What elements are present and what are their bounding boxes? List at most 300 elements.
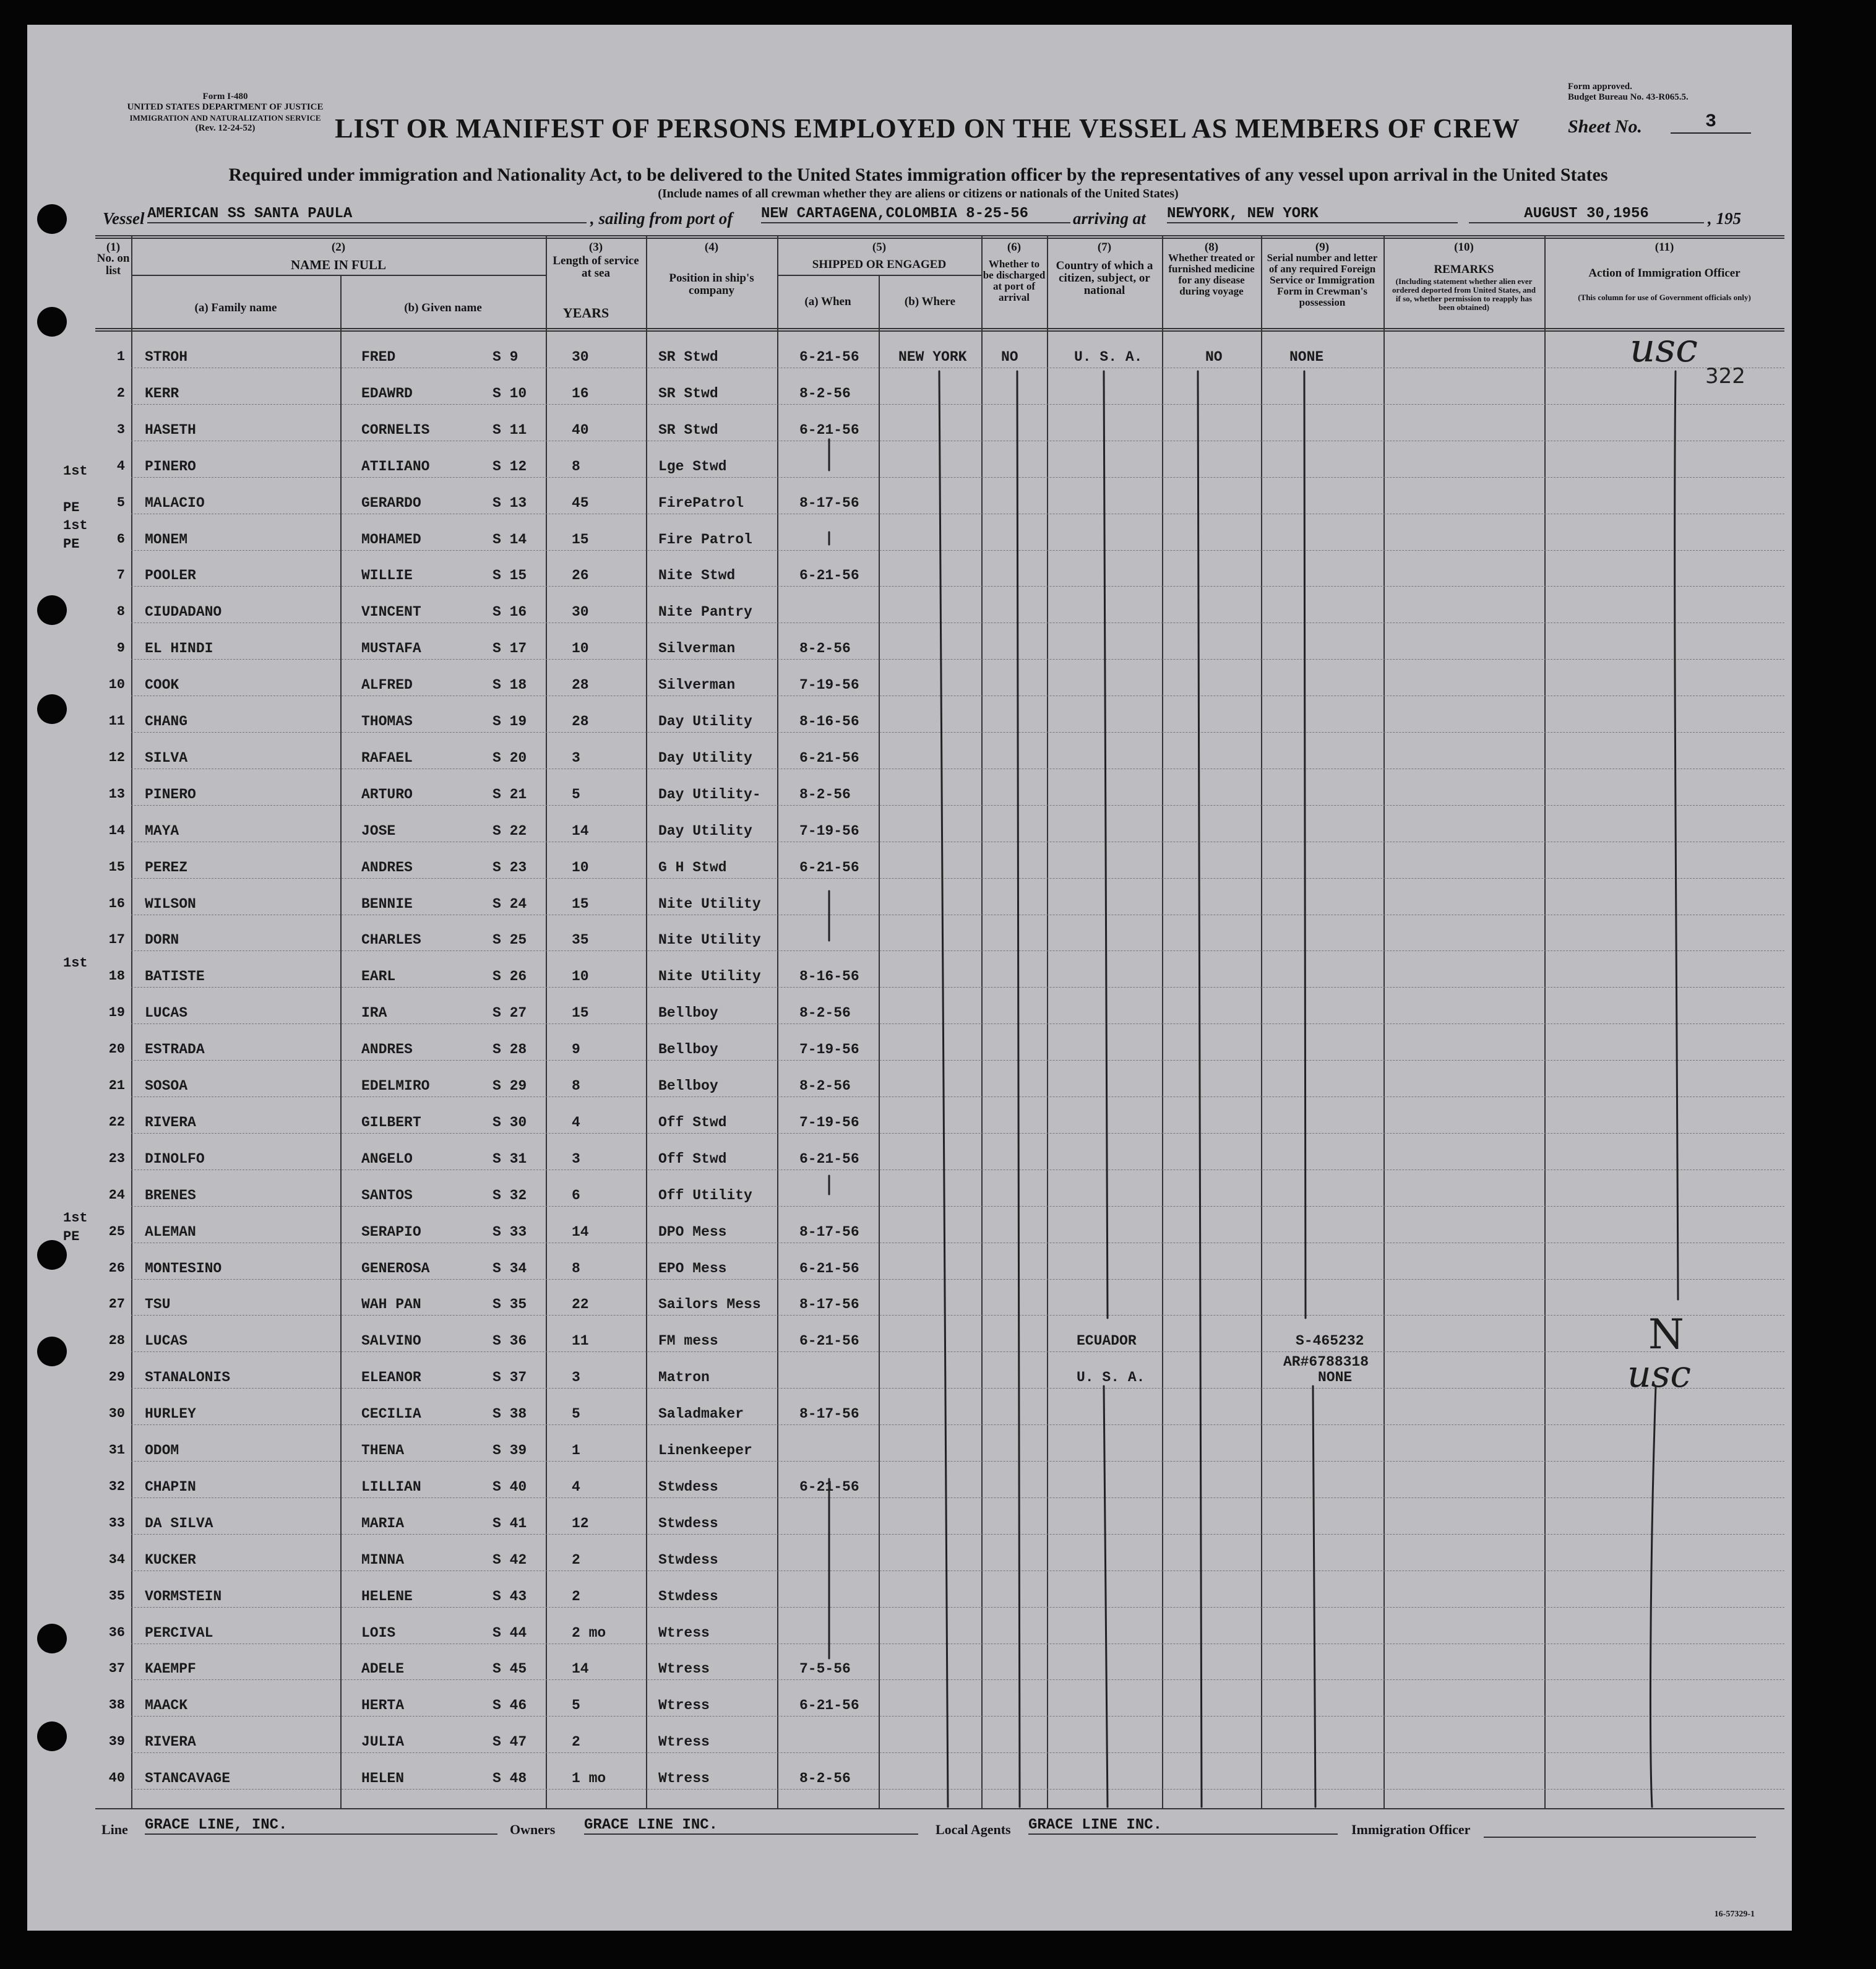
seaman-code: S 13 — [493, 494, 527, 511]
given-name: CHARLES — [361, 932, 421, 949]
years-at-sea: 30 — [572, 604, 589, 621]
years-at-sea: 12 — [572, 1515, 589, 1532]
row-number: 7 — [116, 567, 125, 584]
col7-header: Country of which a citizen, subject, or national — [1056, 259, 1153, 297]
position: SR Stwd — [658, 421, 718, 438]
family-name: CHAPIN — [145, 1478, 196, 1495]
years-at-sea: 9 — [572, 1041, 580, 1058]
row-number: 9 — [116, 640, 125, 657]
given-name: GENEROSA — [361, 1260, 430, 1277]
years-at-sea: 15 — [572, 531, 589, 548]
col1-header: No. on list — [97, 252, 130, 277]
family-name: ESTRADA — [145, 1041, 205, 1058]
years-at-sea: 8 — [572, 1260, 580, 1277]
vessel-label: Vessel — [103, 209, 145, 228]
col9-header: Serial number and letter of any required Foreign Service or Immigration Form in Crewman's possession — [1267, 252, 1378, 308]
col10-number: (10) — [1454, 241, 1474, 254]
family-name: PINERO — [145, 458, 196, 475]
seaman-code: S 40 — [493, 1478, 527, 1495]
row-number: 20 — [108, 1041, 125, 1058]
position: Off Utility — [658, 1187, 752, 1204]
family-name: MONTESINO — [145, 1260, 222, 1277]
given-name: LOIS — [361, 1624, 396, 1641]
years-at-sea: 15 — [572, 895, 589, 912]
given-name: MOHAMED — [361, 531, 421, 548]
years-at-sea: 3 — [572, 1150, 580, 1167]
col9-number: (9) — [1315, 241, 1330, 254]
row-number: 18 — [108, 968, 125, 984]
sheet-label: Sheet No. — [1568, 116, 1642, 137]
given-name: CECILIA — [361, 1406, 421, 1423]
row-number: 23 — [108, 1150, 125, 1166]
shipped-when: 6-21-56 — [799, 859, 859, 876]
family-name: KERR — [145, 385, 179, 402]
family-name: VORMSTEIN — [145, 1588, 222, 1605]
position: Wtress — [658, 1734, 710, 1751]
given-name: JULIA — [361, 1734, 405, 1751]
years-at-sea: 26 — [572, 567, 589, 584]
family-name: SILVA — [145, 749, 188, 766]
row-number: 10 — [108, 677, 125, 693]
seaman-code: S 12 — [493, 458, 527, 475]
position: Stwdess — [658, 1515, 718, 1532]
years-at-sea: 10 — [572, 859, 589, 876]
family-name: DORN — [145, 932, 179, 949]
margin-note: PE — [63, 536, 80, 552]
family-name: KUCKER — [145, 1551, 196, 1568]
position: Day Utility — [658, 713, 752, 730]
years-at-sea: 15 — [572, 1005, 589, 1022]
years-at-sea: 45 — [572, 494, 589, 511]
margin-note: 1st — [63, 955, 88, 971]
given-name: MINNA — [361, 1551, 405, 1568]
seaman-code: S 26 — [493, 968, 527, 985]
shipped-when: 8-17-56 — [799, 1296, 859, 1313]
form-footer-code: 16-57329-1 — [1714, 1910, 1755, 1919]
binder-hole — [37, 595, 67, 625]
form-number: Form I-480 — [202, 92, 248, 101]
shipped-when: 6-21-56 — [799, 749, 859, 766]
seaman-code: S 9 — [493, 349, 518, 365]
years-at-sea: 35 — [572, 932, 589, 949]
seaman-code: S 15 — [493, 567, 527, 584]
family-name: CIUDADANO — [145, 604, 222, 621]
ditto-stroke-discharged — [1017, 371, 1020, 1807]
given-name: WILLIE — [361, 567, 413, 584]
family-name: MAYA — [145, 822, 179, 839]
seaman-code: S 44 — [493, 1624, 527, 1641]
years-at-sea: 22 — [572, 1296, 589, 1313]
agents-value: GRACE LINE INC. — [1028, 1817, 1338, 1835]
position: SR Stwd — [658, 385, 718, 402]
shipped-when: 7-5-56 — [799, 1661, 851, 1678]
years-at-sea: 3 — [572, 749, 580, 766]
col3-unit: YEARS — [562, 305, 609, 321]
family-name: HASETH — [145, 421, 196, 438]
margin-note: PE — [63, 499, 80, 515]
ditto-stroke-col11-b — [1651, 1386, 1656, 1807]
row-number: 4 — [116, 458, 125, 474]
given-name: MARIA — [361, 1515, 405, 1532]
family-name: MONEM — [145, 531, 188, 548]
seaman-code: S 37 — [493, 1369, 527, 1386]
row-number: 15 — [108, 859, 125, 875]
years-at-sea: 2 — [572, 1551, 580, 1568]
family-name: MAACK — [145, 1697, 188, 1714]
shipped-when: 6-21-56 — [799, 1260, 859, 1277]
seaman-code: S 42 — [493, 1551, 527, 1568]
years-at-sea: 5 — [572, 786, 580, 803]
family-name: LUCAS — [145, 1333, 188, 1350]
shipped-when: 8-16-56 — [799, 968, 859, 985]
ditto-stroke-col11 — [1675, 371, 1678, 1299]
position: Matron — [658, 1369, 710, 1386]
seaman-code: S 27 — [493, 1005, 527, 1022]
years-at-sea: 4 — [572, 1478, 580, 1495]
col10-header: REMARKS — [1434, 263, 1494, 276]
family-name: STANCAVAGE — [145, 1770, 231, 1787]
line-value: GRACE LINE, INC. — [145, 1817, 497, 1835]
shipped-when: 8-2-56 — [799, 640, 851, 657]
position: Lge Stwd — [658, 458, 727, 475]
subtitle: Required under immigration and Nationality Act, to be delivered to the United States immigration officer by the representatives of any vessel upon arrival in the United States — [228, 165, 1608, 185]
shipped-when: 6-21-56 — [799, 1697, 859, 1714]
shipped-when: 7-19-56 — [799, 1114, 859, 1131]
seaman-code: S 32 — [493, 1187, 527, 1204]
family-name: BATISTE — [145, 968, 205, 985]
col5b-header: (b) Where — [904, 295, 956, 308]
seaman-code: S 43 — [493, 1588, 527, 1605]
years-at-sea: 6 — [572, 1187, 580, 1204]
given-name: WAH PAN — [361, 1296, 421, 1313]
col3-number: (3) — [588, 241, 603, 254]
binder-hole — [37, 307, 67, 337]
page-title: LIST OR MANIFEST OF PERSONS EMPLOYED ON THE VESSEL AS MEMBERS OF CREW — [335, 113, 1520, 144]
given-name: BENNIE — [361, 895, 413, 912]
col8-header: Whether treated or furnished medicine for any disease during voyage — [1168, 252, 1255, 297]
given-name: GERARDO — [361, 494, 421, 511]
row-number: 6 — [116, 531, 125, 547]
col8-number: (8) — [1204, 241, 1219, 254]
seaman-code: S 29 — [493, 1078, 527, 1094]
col11-note: (This column for use of Government officials only) — [1578, 293, 1751, 302]
row-number: 17 — [108, 932, 125, 948]
years-at-sea: 30 — [572, 349, 589, 365]
years-at-sea: 3 — [572, 1369, 580, 1386]
seaman-code: S 18 — [493, 677, 527, 694]
row-number: 39 — [108, 1734, 125, 1750]
shipped-when: 8-2-56 — [799, 1770, 851, 1787]
col2b-header: (b) Given name — [404, 301, 482, 314]
family-name: MALACIO — [145, 494, 205, 511]
country: U. S. A. — [1077, 1369, 1145, 1386]
seaman-code: S 19 — [493, 713, 527, 730]
col2-header: NAME IN FULL — [290, 257, 386, 272]
given-name: IRA — [361, 1005, 387, 1022]
given-name: HERTA — [361, 1697, 405, 1714]
years-at-sea: 1 mo — [572, 1770, 606, 1787]
position: Sailors Mess — [658, 1296, 761, 1313]
years-at-sea: 11 — [572, 1333, 589, 1350]
row-number: 12 — [108, 749, 125, 765]
margin-note: PE — [63, 1228, 80, 1244]
col6-header: Whether to be discharged at port of arrival — [983, 258, 1046, 303]
given-name: MUSTAFA — [361, 640, 421, 657]
seaman-code: S 14 — [493, 531, 527, 548]
position: Off Stwd — [658, 1150, 727, 1167]
col6-number: (6) — [1007, 241, 1022, 254]
owners-value: GRACE LINE INC. — [584, 1817, 918, 1835]
family-name: ALEMAN — [145, 1223, 196, 1240]
family-name: BRENES — [145, 1187, 196, 1204]
years-at-sea: 10 — [572, 968, 589, 985]
given-name: GILBERT — [361, 1114, 421, 1131]
years-at-sea: 2 mo — [572, 1624, 606, 1641]
binder-hole — [37, 204, 67, 234]
years-at-sea: 14 — [572, 1661, 589, 1678]
given-name: CORNELIS — [361, 421, 430, 438]
family-name: DA SILVA — [145, 1515, 213, 1532]
officer-signature-line — [1484, 1835, 1756, 1838]
given-name: ADELE — [361, 1661, 405, 1678]
years-at-sea: 14 — [572, 1223, 589, 1240]
seaman-code: S 39 — [493, 1442, 527, 1458]
vessel-name: AMERICAN SS SANTA PAULA — [147, 205, 587, 223]
seaman-code: S 24 — [493, 895, 527, 912]
row-number: 35 — [108, 1588, 125, 1604]
shipped-when: 6-21-56 — [799, 1478, 859, 1495]
department: UNITED STATES DEPARTMENT OF JUSTICE — [127, 102, 324, 112]
sheet-number: 3 — [1671, 111, 1751, 134]
seaman-code: S 30 — [493, 1114, 527, 1131]
seaman-code: S 11 — [493, 421, 527, 438]
binder-hole — [37, 1624, 67, 1653]
years-at-sea: 16 — [572, 385, 589, 402]
given-name: JOSE — [361, 822, 396, 839]
arrival-date: AUGUST 30,1956 — [1469, 205, 1704, 223]
handwritten-usc-1: usc — [1630, 325, 1698, 371]
row-number: 8 — [116, 604, 125, 620]
seaman-code: S 21 — [493, 786, 527, 803]
col7-number: (7) — [1097, 241, 1112, 254]
position: Day Utility- — [658, 786, 761, 803]
years-at-sea: 2 — [572, 1734, 580, 1751]
given-name: RAFAEL — [361, 749, 413, 766]
position: Wtress — [658, 1624, 710, 1641]
family-name: WILSON — [145, 895, 196, 912]
position: Stwdess — [658, 1478, 718, 1495]
position: Wtress — [658, 1770, 710, 1787]
margin-note: 1st — [63, 1210, 88, 1226]
service: IMMIGRATION AND NATURALIZATION SERVICE — [129, 113, 321, 123]
handwritten-count: 322 — [1705, 364, 1745, 389]
position: Nite Stwd — [658, 567, 736, 584]
arriving-label: arriving at — [1073, 209, 1146, 228]
row-number: 21 — [108, 1078, 125, 1093]
years-at-sea: 28 — [572, 677, 589, 694]
years-at-sea: 8 — [572, 458, 580, 475]
row-number: 36 — [108, 1624, 125, 1640]
given-name: ANDRES — [361, 859, 413, 876]
family-name: PINERO — [145, 786, 196, 803]
years-at-sea: 2 — [572, 1588, 580, 1605]
shipped-when: 7-19-56 — [799, 1041, 859, 1058]
port-from: NEW CARTAGENA,COLOMBIA 8-25-56 — [761, 205, 1070, 223]
position: Saladmaker — [658, 1406, 744, 1423]
family-name: ODOM — [145, 1442, 179, 1458]
family-name: COOK — [145, 677, 179, 694]
country: ECUADOR — [1077, 1333, 1137, 1350]
given-name: ALFRED — [361, 677, 413, 694]
shipped-when: 8-2-56 — [799, 1078, 851, 1094]
col2-number: (2) — [331, 241, 346, 254]
row-number: 1 — [116, 349, 125, 364]
given-name: ATILIANO — [361, 458, 430, 475]
serial-number: NONE — [1289, 349, 1324, 365]
seaman-code: S 23 — [493, 859, 527, 876]
row-number: 5 — [116, 494, 125, 511]
manifest-page — [27, 25, 1792, 1931]
shipped-when: 8-17-56 — [799, 494, 859, 511]
given-name: EARL — [361, 968, 396, 985]
family-name: PEREZ — [145, 859, 188, 876]
col4-header: Position in ship's company — [669, 272, 754, 297]
row-number: 33 — [108, 1515, 125, 1531]
years-at-sea: 1 — [572, 1442, 580, 1458]
shipped-when: 6-21-56 — [799, 567, 859, 584]
years-at-sea: 14 — [572, 822, 589, 839]
position: Wtress — [658, 1697, 710, 1714]
year-suffix: , 195 — [1708, 209, 1741, 228]
row-number: 30 — [108, 1406, 125, 1422]
given-name: VINCENT — [361, 604, 421, 621]
position: Linenkeeper — [658, 1442, 752, 1458]
given-name: SERAPIO — [361, 1223, 421, 1240]
family-name: HURLEY — [145, 1406, 196, 1423]
col5-header: SHIPPED OR ENGAGED — [812, 258, 947, 271]
years-at-sea: 5 — [572, 1406, 580, 1423]
col2a-header: (a) Family name — [194, 301, 277, 314]
given-name: ANGELO — [361, 1150, 413, 1167]
position: Silverman — [658, 677, 736, 694]
seaman-code: S 25 — [493, 932, 527, 949]
position: Bellboy — [658, 1005, 718, 1022]
given-name: THOMAS — [361, 713, 413, 730]
shipped-when: 8-17-56 — [799, 1223, 859, 1240]
years-at-sea: 40 — [572, 421, 589, 438]
seaman-code: S 35 — [493, 1296, 527, 1313]
row-number: 34 — [108, 1551, 125, 1567]
shipped-when: 8-2-56 — [799, 1005, 851, 1022]
country: U. S. A. — [1074, 349, 1143, 365]
position: SR Stwd — [658, 349, 718, 365]
position: Day Utility — [658, 822, 752, 839]
seaman-code: S 33 — [493, 1223, 527, 1240]
row-number: 32 — [108, 1478, 125, 1494]
discharged: NO — [1001, 349, 1018, 365]
family-name: PERCIVAL — [145, 1624, 213, 1641]
position: Fire Patrol — [658, 531, 752, 548]
col11-number: (11) — [1654, 241, 1674, 254]
row-number: 13 — [108, 786, 125, 802]
position: Day Utility — [658, 749, 752, 766]
years-at-sea: 10 — [572, 640, 589, 657]
owners-label: Owners — [510, 1822, 556, 1837]
seaman-code: S 47 — [493, 1734, 527, 1751]
family-name: POOLER — [145, 567, 196, 584]
port-to: NEWYORK, NEW YORK — [1167, 205, 1458, 223]
given-name: SANTOS — [361, 1187, 413, 1204]
shipped-when: 8-2-56 — [799, 385, 851, 402]
row-number: 11 — [108, 713, 125, 729]
given-name: FRED — [361, 349, 396, 365]
bureau-number: Budget Bureau No. 43-R065.5. — [1568, 92, 1689, 102]
family-name: DINOLFO — [145, 1150, 205, 1167]
binder-hole — [37, 1721, 67, 1751]
ditto-stroke-where — [939, 371, 948, 1807]
seaman-code: S 31 — [493, 1150, 527, 1167]
shipped-when: 7-19-56 — [799, 822, 859, 839]
years-at-sea: 8 — [572, 1078, 580, 1094]
shipped-when: 8-2-56 — [799, 786, 851, 803]
binder-hole — [37, 1337, 67, 1366]
years-at-sea: 5 — [572, 1697, 580, 1714]
given-name: THENA — [361, 1442, 405, 1458]
family-name: SOSOA — [145, 1078, 188, 1094]
given-name: HELEN — [361, 1770, 405, 1787]
row-number: 25 — [108, 1223, 125, 1239]
agents-label: Local Agents — [936, 1822, 1011, 1837]
position: Nite Utility — [658, 932, 761, 949]
family-name: EL HINDI — [145, 640, 213, 657]
row-number: 29 — [108, 1369, 125, 1385]
seaman-code: S 48 — [493, 1770, 527, 1787]
position: G H Stwd — [658, 859, 727, 876]
position: Stwdess — [658, 1551, 718, 1568]
row-number: 16 — [108, 895, 125, 911]
seaman-code: S 10 — [493, 385, 527, 402]
position: Nite Utility — [658, 968, 761, 985]
row-number: 2 — [116, 385, 125, 401]
seaman-code: S 20 — [493, 749, 527, 766]
row-number: 19 — [108, 1005, 125, 1021]
position: Stwdess — [658, 1588, 718, 1605]
handwritten-usc-2: usc — [1627, 1353, 1692, 1396]
col5a-header: (a) When — [804, 295, 851, 308]
shipped-where: NEW YORK — [898, 349, 967, 365]
seaman-code: S 22 — [493, 822, 527, 839]
margin-note: 1st — [63, 518, 88, 534]
serial-number: NONE — [1318, 1369, 1353, 1386]
position: Nite Utility — [658, 895, 761, 912]
row-number: 28 — [108, 1333, 125, 1349]
given-name: HELENE — [361, 1588, 413, 1605]
position: Nite Pantry — [658, 604, 752, 621]
officer-label: Immigration Officer — [1351, 1822, 1471, 1837]
position: EPO Mess — [658, 1260, 727, 1277]
serial-extra: AR#6788318 — [1283, 1354, 1369, 1370]
row-number: 27 — [108, 1296, 125, 1312]
row-number: 37 — [108, 1661, 125, 1677]
given-name: LILLIAN — [361, 1478, 421, 1495]
years-at-sea: 4 — [572, 1114, 580, 1131]
col1-number: (1) — [106, 241, 121, 254]
seaman-code: S 17 — [493, 640, 527, 657]
years-at-sea: 28 — [572, 713, 589, 730]
given-name: ARTURO — [361, 786, 413, 803]
shipped-when: 7-19-56 — [799, 677, 859, 694]
binder-hole — [37, 1240, 67, 1270]
